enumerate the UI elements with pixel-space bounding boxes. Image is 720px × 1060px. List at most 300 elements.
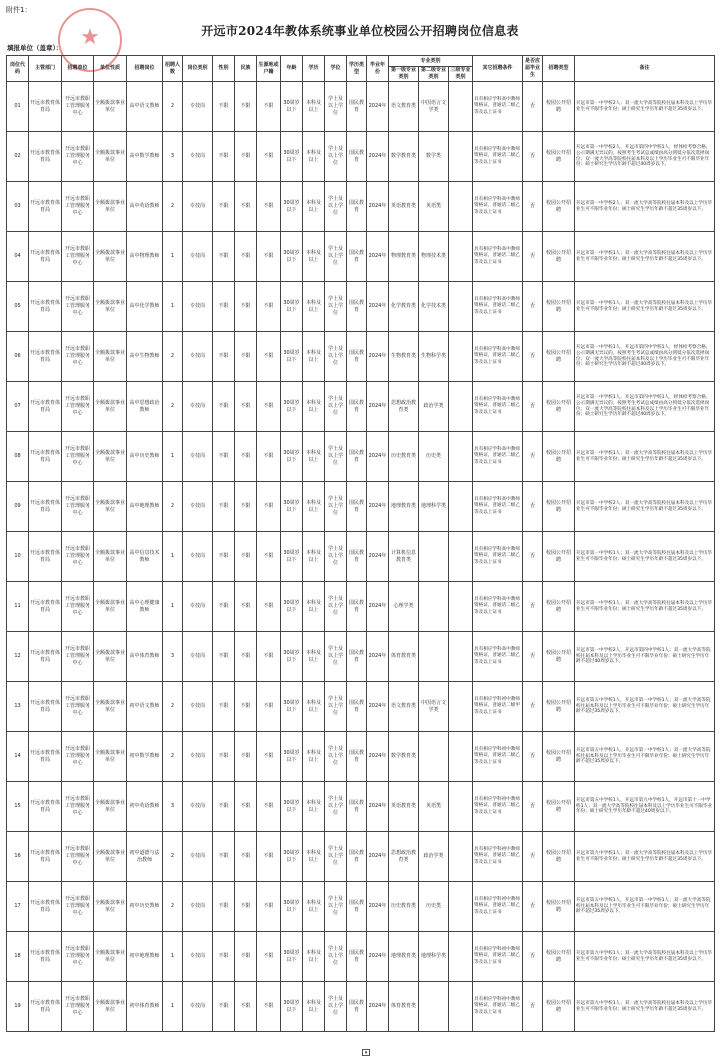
header-dept: 主管部门 [29,56,62,82]
header-edu: 学历 [303,56,325,82]
row-degree: 学士及以上学位 [325,932,347,982]
row-grad: 否 [523,382,543,432]
row-edu-type: 国民教育 [347,782,367,832]
row-post: 高中思想政治教师 [127,382,163,432]
row-gender: 不限 [213,382,235,432]
page-title: 开远市2024年教体系统事业单位校园公开招聘岗位信息表 [201,24,519,38]
row-degree: 学士及以上学位 [325,832,347,882]
row-hukou: 不限 [257,832,281,882]
row-code: 09 [7,482,29,532]
row-edu-type: 国民教育 [347,882,367,932]
header-note: 备注 [575,56,715,82]
row-edu-type: 国民教育 [347,182,367,232]
row-major3 [449,682,473,732]
row-cond: 具有相应学科初中教师资格证，普通话二级乙等及以上证书 [473,832,523,882]
row-degree: 学士及以上学位 [325,382,347,432]
row-major3 [449,182,473,232]
row-nature: 全额拨款事业单位 [94,732,127,782]
row-post: 初中语文教师 [127,682,163,732]
row-edu-type: 国民教育 [347,282,367,332]
row-edu: 本科及以上 [303,482,325,532]
row-grad: 否 [523,732,543,782]
row-unit: 开远市教职工管理服务中心 [62,732,94,782]
row-unit: 开远市教职工管理服务中心 [62,582,94,632]
row-major1: 数学教育类 [389,732,419,782]
header-gender: 性别 [213,56,235,82]
row-major1: 语文教育类 [389,682,419,732]
row-nature: 全额拨款事业单位 [94,582,127,632]
row-dept: 开远市教育体育局 [29,732,62,782]
row-dept: 开远市教育体育局 [29,982,62,1032]
row-dept: 开远市教育体育局 [29,882,62,932]
row-cond: 具有相应学科初中教师资格证，普通话二级乙等及以上证书 [473,932,523,982]
row-major1: 体育教育类 [389,632,419,682]
row-edu-type: 国民教育 [347,732,367,782]
row-major2: 政治学类 [419,832,449,882]
row-gender: 不限 [213,432,235,482]
row-major1: 化学教育类 [389,282,419,332]
filling-unit-label: 填报单位（盖章）： [7,44,63,52]
row-year: 2024年 [367,982,389,1032]
row-dept: 开远市教育体育局 [29,682,62,732]
row-major2: 英语类 [419,782,449,832]
row-gender: 不限 [213,832,235,882]
row-degree: 学士及以上学位 [325,132,347,182]
row-code: 15 [7,782,29,832]
row-major1: 思想政治教育类 [389,382,419,432]
table-row [7,382,715,432]
row-major3 [449,732,473,782]
row-major2: 中国语言文学类 [419,682,449,732]
row-cond: 具有相应学科初中教师资格证，普通话二级乙等及以上证书 [473,982,523,1032]
row-edu: 本科及以上 [303,82,325,132]
row-ethnic: 不限 [235,482,257,532]
row-grad: 否 [523,832,543,882]
row-edu: 本科及以上 [303,882,325,932]
table-row [7,482,715,532]
row-major1: 计算机信息教育类 [389,532,419,582]
row-dept: 开远市教育体育局 [29,132,62,182]
row-year: 2024年 [367,882,389,932]
row-age: 30周岁以下 [281,432,303,482]
table-row [7,832,715,882]
row-method: 校园公开招聘 [543,532,575,582]
row-ethnic: 不限 [235,632,257,682]
row-edu: 本科及以上 [303,532,325,582]
row-method: 校园公开招聘 [543,682,575,732]
row-post-type: 专技岗 [183,232,213,282]
row-gender: 不限 [213,282,235,332]
row-post: 高中生物教师 [127,332,163,382]
row-edu-type: 国民教育 [347,382,367,432]
row-edu-type: 国民教育 [347,582,367,632]
row-dept: 开远市教育体育局 [29,482,62,532]
row-ethnic: 不限 [235,732,257,782]
row-method: 校园公开招聘 [543,382,575,432]
row-edu: 本科及以上 [303,332,325,382]
row-nature: 全额拨款事业单位 [94,432,127,482]
row-num: 1 [163,282,183,332]
row-code: 07 [7,382,29,432]
table-row [7,132,715,182]
row-note: 开远市第一中学校1人，开远市第四中学校1人，经体检考察合格、公示期满无异议的，按照考生考试总成绩由高分到低分依次选择岗位；双一流大学高等院校往届本科及以上学历毕业生可不限毕业年份；硕士研究生学历年龄不超过40周岁以下。 [575,332,715,382]
row-nature: 全额拨款事业单位 [94,532,127,582]
row-major3 [449,482,473,532]
row-nature: 全额拨款事业单位 [94,632,127,682]
row-edu: 本科及以上 [303,432,325,482]
row-code: 10 [7,532,29,582]
row-major3 [449,882,473,932]
row-note: 开远市第一中学校2人，开远市第四中学校1人，经体检考察合格、公示期满无异议的，按照考生考试总成绩由高分到低分依次选择岗位；双一流大学高等院校往届本科及以上学历毕业生可不限毕业年份；硕士研究生学历年龄不超过40周岁以下。 [575,132,715,182]
row-edu: 本科及以上 [303,382,325,432]
row-post-type: 专技岗 [183,582,213,632]
row-note: 开远市第一中学校1人；双一流大学高等院校往届本科及以上学历毕业生可不限毕业年份；硕士研究生学历年龄不超过35周岁以下。 [575,532,715,582]
row-method: 校园公开招聘 [543,932,575,982]
row-code: 19 [7,982,29,1032]
row-num: 1 [163,532,183,582]
row-num: 2 [163,382,183,432]
row-edu-type: 国民教育 [347,332,367,382]
header-year: 毕业年份 [367,56,389,82]
row-grad: 否 [523,132,543,182]
row-major1: 英语教育类 [389,782,419,832]
recruitment-table [6,55,715,1032]
row-post-type: 专技岗 [183,882,213,932]
row-grad: 否 [523,182,543,232]
row-major1: 物理教育类 [389,232,419,282]
row-year: 2024年 [367,282,389,332]
row-note: 开远市第九中学校1人；双一流大学高等院校往届本科及以上学历毕业生可不限毕业年份；硕士研究生学历年龄不超过35周岁以下。 [575,932,715,982]
row-age: 30周岁以下 [281,982,303,1032]
row-cond: 具有相应学科高中教师资格证，普通话二级乙等及以上证书 [473,532,523,582]
row-edu: 本科及以上 [303,932,325,982]
row-code: 16 [7,832,29,882]
row-grad: 否 [523,482,543,532]
row-age: 30周岁以下 [281,532,303,582]
row-cond: 具有相应学科初中教师资格证，普通话二级乙等及以上证书 [473,882,523,932]
row-hukou: 不限 [257,882,281,932]
table-row [7,932,715,982]
row-age: 30周岁以下 [281,732,303,782]
row-nature: 全额拨款事业单位 [94,132,127,182]
row-ethnic: 不限 [235,432,257,482]
row-hukou: 不限 [257,82,281,132]
row-year: 2024年 [367,82,389,132]
row-edu: 本科及以上 [303,232,325,282]
row-post: 高中信息技术教师 [127,532,163,582]
row-hukou: 不限 [257,932,281,982]
header-post-type: 岗位类别 [183,56,213,82]
row-post: 初中道德与法治教师 [127,832,163,882]
row-ethnic: 不限 [235,182,257,232]
row-post-type: 专技岗 [183,632,213,682]
row-cond: 具有相应学科高中教师资格证，普通话二级乙等及以上证书 [473,132,523,182]
row-post-type: 专技岗 [183,482,213,532]
attachment-label: 附件1： [6,6,32,14]
row-ethnic: 不限 [235,682,257,732]
row-degree: 学士及以上学位 [325,332,347,382]
header-degree: 学位 [325,56,347,82]
row-ethnic: 不限 [235,382,257,432]
row-method: 校园公开招聘 [543,232,575,282]
row-grad: 否 [523,882,543,932]
row-degree: 学士及以上学位 [325,532,347,582]
row-edu: 本科及以上 [303,782,325,832]
header-major-group: 专业类别 [389,56,473,67]
row-major1: 历史教育类 [389,432,419,482]
row-post: 初中地理教师 [127,932,163,982]
row-hukou: 不限 [257,782,281,832]
header-grad: 是否应届毕业生 [523,56,543,82]
row-major1: 心理学类 [389,582,419,632]
header-code: 岗位代码 [7,56,29,82]
header-hukou: 生源地或户籍 [257,56,281,82]
row-age: 30周岁以下 [281,232,303,282]
row-age: 30周岁以下 [281,582,303,632]
row-note: 开远市第一中学校1人；双一流大学高等院校往届本科及以上学历毕业生可不限毕业年份；硕士研究生学历年龄不超过35周岁以下。 [575,282,715,332]
row-year: 2024年 [367,582,389,632]
row-gender: 不限 [213,632,235,682]
row-edu-type: 国民教育 [347,82,367,132]
row-hukou: 不限 [257,732,281,782]
row-gender: 不限 [213,332,235,382]
row-major3 [449,132,473,182]
row-note: 开远市第一中学校2人；双一流大学高等院校往届本科及以上学历毕业生可不限毕业年份；硕士研究生学历年龄不超过35周岁以下。 [575,82,715,132]
table-row [7,782,715,832]
row-num: 1 [163,432,183,482]
scroll-down-indicator-icon[interactable]: ▾ [362,1049,370,1056]
row-code: 06 [7,332,29,382]
row-grad: 否 [523,932,543,982]
row-post-type: 专技岗 [183,532,213,582]
row-edu-type: 国民教育 [347,832,367,882]
row-unit: 开远市教职工管理服务中心 [62,382,94,432]
row-nature: 全额拨款事业单位 [94,882,127,932]
row-num: 1 [163,982,183,1032]
row-post-type: 专技岗 [183,982,213,1032]
row-major2: 生物科学类 [419,332,449,382]
row-method: 校园公开招聘 [543,582,575,632]
row-num: 2 [163,332,183,382]
row-degree: 学士及以上学位 [325,82,347,132]
row-degree: 学士及以上学位 [325,632,347,682]
row-major3 [449,632,473,682]
row-gender: 不限 [213,132,235,182]
row-code: 14 [7,732,29,782]
row-major2: 地理科学类 [419,932,449,982]
row-hukou: 不限 [257,382,281,432]
row-major1: 历史教育类 [389,882,419,932]
table-row [7,232,715,282]
row-grad: 否 [523,682,543,732]
row-year: 2024年 [367,432,389,482]
row-dept: 开远市教育体育局 [29,382,62,432]
row-edu-type: 国民教育 [347,982,367,1032]
row-ethnic: 不限 [235,132,257,182]
row-nature: 全额拨款事业单位 [94,982,127,1032]
row-num: 2 [163,82,183,132]
row-hukou: 不限 [257,332,281,382]
row-dept: 开远市教育体育局 [29,182,62,232]
row-nature: 全额拨款事业单位 [94,782,127,832]
row-method: 校园公开招聘 [543,132,575,182]
row-gender: 不限 [213,82,235,132]
row-major1: 体育教育类 [389,982,419,1032]
table-row [7,282,715,332]
row-cond: 具有相应学科初中教师资格证，普通话二级乙等及以上证书 [473,732,523,782]
row-edu-type: 国民教育 [347,532,367,582]
row-dept: 开远市教育体育局 [29,82,62,132]
row-note: 开远市第一中学校1人；双一流大学高等院校往届本科及以上学历毕业生可不限毕业年份；硕士研究生学历年龄不超过35周岁以下。 [575,432,715,482]
row-major2 [419,532,449,582]
row-edu: 本科及以上 [303,582,325,632]
row-dept: 开远市教育体育局 [29,282,62,332]
row-note: 开远市第一中学校2人，开远市第四中学校1人；双一流大学高等院校往届本科及以上学历毕业生可不限毕业年份；硕士研究生学历年龄不超过40周岁以下。 [575,632,715,682]
row-major1: 语文教育类 [389,82,419,132]
row-major2: 历史类 [419,432,449,482]
row-num: 2 [163,882,183,932]
header-post: 招聘岗位 [127,56,163,82]
row-edu-type: 国民教育 [347,632,367,682]
row-post-type: 专技岗 [183,932,213,982]
row-degree: 学士及以上学位 [325,432,347,482]
row-post: 初中历史教师 [127,882,163,932]
row-gender: 不限 [213,932,235,982]
row-num: 3 [163,132,183,182]
row-major1: 地理教育类 [389,482,419,532]
row-major1: 生物教育类 [389,332,419,382]
row-year: 2024年 [367,332,389,382]
row-unit: 开远市教职工管理服务中心 [62,932,94,982]
row-code: 11 [7,582,29,632]
row-cond: 具有相应学科高中教师资格证，普通话二级乙等及以上证书 [473,582,523,632]
row-major3 [449,332,473,382]
row-age: 30周岁以下 [281,132,303,182]
row-degree: 学士及以上学位 [325,182,347,232]
row-major3 [449,532,473,582]
header-age: 年龄 [281,56,303,82]
row-major1: 数学教育类 [389,132,419,182]
row-nature: 全额拨款事业单位 [94,232,127,282]
table-row [7,432,715,482]
row-post: 初中英语教师 [127,782,163,832]
row-hukou: 不限 [257,682,281,732]
row-method: 校园公开招聘 [543,432,575,482]
row-ethnic: 不限 [235,282,257,332]
row-cond: 具有相应学科初中教师资格证，普通话二级甲等及以上证书 [473,682,523,732]
row-degree: 学士及以上学位 [325,782,347,832]
row-gender: 不限 [213,682,235,732]
row-major3 [449,932,473,982]
row-major3 [449,832,473,882]
row-note: 开远市第九中学校1人；双一流大学高等院校往届本科及以上学历毕业生可不限毕业年份；硕士研究生学历年龄不超过35周岁以下。 [575,982,715,1032]
row-grad: 否 [523,332,543,382]
row-post: 初中体育教师 [127,982,163,1032]
row-post: 高中物理教师 [127,232,163,282]
row-code: 12 [7,632,29,682]
row-method: 校园公开招聘 [543,882,575,932]
row-method: 校园公开招聘 [543,832,575,882]
row-code: 17 [7,882,29,932]
row-method: 校园公开招聘 [543,732,575,782]
row-ethnic: 不限 [235,782,257,832]
row-note: 开远市第一中学校1人；双一流大学高等院校往届本科及以上学历毕业生可不限毕业年份；硕士研究生学历年龄不超过35周岁以下。 [575,232,715,282]
row-dept: 开远市教育体育局 [29,582,62,632]
seal-star-icon: ★ [80,25,100,50]
row-edu-type: 国民教育 [347,682,367,732]
row-method: 校园公开招聘 [543,632,575,682]
row-post-type: 专技岗 [183,132,213,182]
table-row [7,732,715,782]
table-row [7,682,715,732]
row-year: 2024年 [367,132,389,182]
row-post-type: 专技岗 [183,382,213,432]
row-post-type: 专技岗 [183,732,213,782]
row-ethnic: 不限 [235,582,257,632]
row-major3 [449,82,473,132]
row-ethnic: 不限 [235,882,257,932]
table-row [7,332,715,382]
table-row [7,82,715,132]
row-edu: 本科及以上 [303,132,325,182]
row-major1: 思想政治教育类 [389,832,419,882]
row-unit: 开远市教职工管理服务中心 [62,532,94,582]
row-method: 校园公开招聘 [543,82,575,132]
row-nature: 全额拨款事业单位 [94,82,127,132]
row-cond: 具有相应学科高中教师资格证，普通话二级乙等及以上证书 [473,182,523,232]
row-age: 30周岁以下 [281,932,303,982]
row-post-type: 专技岗 [183,682,213,732]
row-grad: 否 [523,782,543,832]
row-cond: 具有相应学科高中教师资格证，普通话二级乙等及以上证书 [473,482,523,532]
row-dept: 开远市教育体育局 [29,532,62,582]
row-year: 2024年 [367,682,389,732]
row-nature: 全额拨款事业单位 [94,682,127,732]
row-gender: 不限 [213,732,235,782]
row-major2: 化学技术类 [419,282,449,332]
row-grad: 否 [523,532,543,582]
row-unit: 开远市教职工管理服务中心 [62,132,94,182]
row-num: 3 [163,632,183,682]
row-year: 2024年 [367,782,389,832]
row-major2 [419,632,449,682]
row-nature: 全额拨款事业单位 [94,832,127,882]
row-degree: 学士及以上学位 [325,282,347,332]
row-age: 30周岁以下 [281,82,303,132]
row-unit: 开远市教职工管理服务中心 [62,432,94,482]
row-major1: 地理教育类 [389,932,419,982]
row-post-type: 专技岗 [183,282,213,332]
row-hukou: 不限 [257,482,281,532]
row-hukou: 不限 [257,632,281,682]
row-post: 高中英语教师 [127,182,163,232]
row-major2: 中国语言文学类 [419,82,449,132]
row-method: 校园公开招聘 [543,982,575,1032]
row-grad: 否 [523,632,543,682]
row-major2 [419,982,449,1032]
row-note: 开远市第五中学校1人，开远市第九中学校1人，开远市第十一中学校1人；双一流大学高等院校往届本科及以上学历毕业生可不限毕业年份；硕士研究生学历年龄不超过40周岁以下。 [575,782,715,832]
row-gender: 不限 [213,982,235,1032]
row-degree: 学士及以上学位 [325,982,347,1032]
row-degree: 学士及以上学位 [325,582,347,632]
row-unit: 开远市教职工管理服务中心 [62,332,94,382]
row-unit: 开远市教职工管理服务中心 [62,182,94,232]
row-year: 2024年 [367,932,389,982]
row-major2: 英语类 [419,182,449,232]
row-post-type: 专技岗 [183,832,213,882]
header-nature: 单位性质 [94,56,127,82]
row-unit: 开远市教职工管理服务中心 [62,832,94,882]
